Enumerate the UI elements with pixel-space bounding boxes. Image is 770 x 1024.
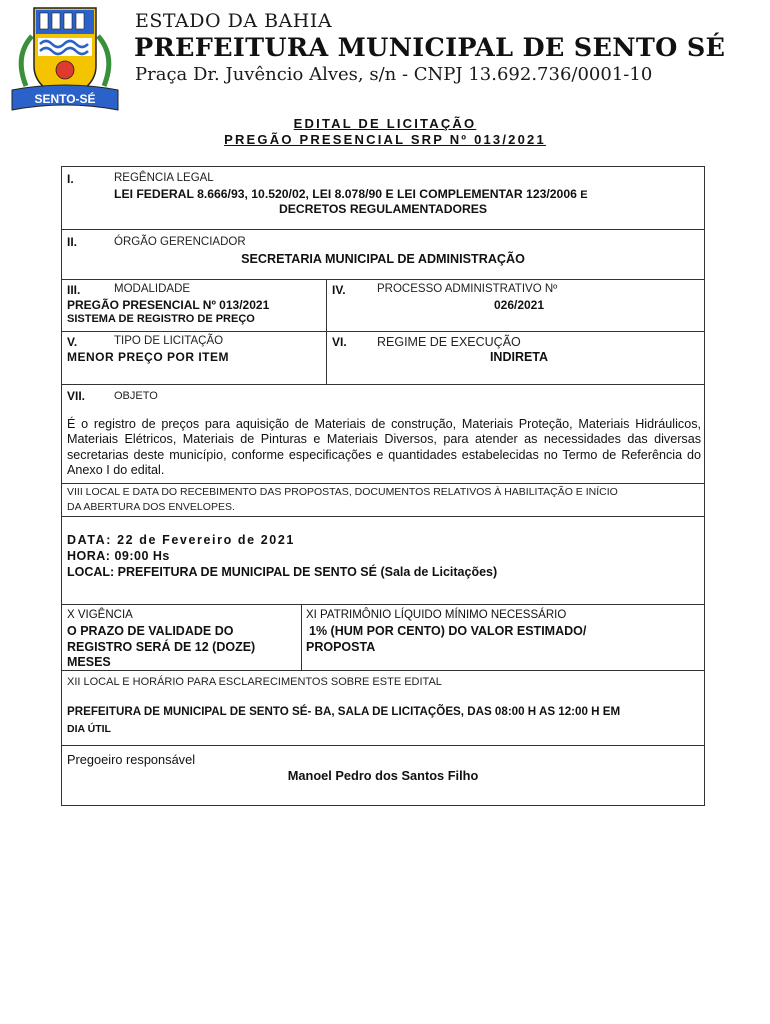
managing-body-value: SECRETARIA MUNICIPAL DE ADMINISTRAÇÃO bbox=[241, 252, 525, 266]
section-number: V. bbox=[67, 335, 78, 349]
execution-regime-value: INDIRETA bbox=[489, 350, 549, 364]
section-label: TIPO DE LICITAÇÃO bbox=[114, 335, 224, 347]
state-name: ESTADO DA BAHIA bbox=[135, 10, 333, 32]
section-managing-body bbox=[62, 229, 704, 279]
receipt-location: LOCAL: PREFEITURA DE MUNICIPAL DE SENTO SÉ (Sala de Licitações) bbox=[67, 565, 498, 579]
section-label: XI PATRIMÔNIO LÍQUIDO MÍNIMO NECESSÁRIO bbox=[306, 609, 567, 621]
section-label-line2: DA ABERTURA DOS ENVELOPES. bbox=[67, 501, 235, 513]
legal-basis-value: LEI FEDERAL 8.666/93, 10.520/02, LEI 8.078/90 E LEI COMPLEMENTAR 123/2006 bbox=[114, 187, 577, 201]
modality-value: PREGÃO PRESENCIAL Nº 013/2021 bbox=[67, 298, 270, 312]
section-auctioneer bbox=[62, 745, 704, 807]
modality-system: SISTEMA DE REGISTRO DE PREÇO bbox=[67, 313, 255, 325]
city-hall-address: Praça Dr. Juvêncio Alves, s/n - CNPJ 13.692.736/0001-10 bbox=[135, 64, 653, 85]
clarifications-value-line2: DIA ÚTIL bbox=[67, 723, 111, 735]
process-number-value: 026/2021 bbox=[493, 298, 545, 312]
legal-basis-value-line2: DECRETOS REGULAMENTADORES bbox=[278, 202, 488, 216]
svg-text:SENTO-SÉ: SENTO-SÉ bbox=[34, 92, 96, 106]
municipal-crest-logo bbox=[6, 6, 124, 114]
section-label: REGÊNCIA LEGAL bbox=[114, 172, 214, 184]
section-receipt-label bbox=[62, 483, 704, 516]
document-header bbox=[0, 0, 770, 118]
section-receipt-details bbox=[62, 516, 704, 604]
section-number: III. bbox=[67, 283, 81, 297]
section-label: XII LOCAL E HORÁRIO PARA ESCLARECIMENTOS SOBRE ESTE EDITAL bbox=[67, 676, 442, 688]
section-number: II. bbox=[67, 235, 78, 249]
auctioneer-name: Manoel Pedro dos Santos Filho bbox=[287, 768, 479, 783]
section-type-regime bbox=[62, 331, 704, 384]
clarifications-value: PREFEITURA DE MUNICIPAL DE SENTO SÉ- BA, SALA DE LICITAÇÕES, DAS 08:00 H AS 12:00 H EM bbox=[67, 705, 621, 718]
section-label: REGIME DE EXECUÇÃO bbox=[377, 335, 521, 349]
city-hall-name: PREFEITURA MUNICIPAL DE SENTO SÉ bbox=[134, 33, 726, 63]
section-number: IV. bbox=[332, 283, 346, 297]
document-subtitle: PREGÃO PRESENCIAL SRP Nº 013/2021 bbox=[224, 132, 546, 147]
section-validity-equity bbox=[62, 604, 704, 670]
receipt-time: HORA: 09:00 Hs bbox=[67, 549, 170, 563]
section-label: MODALIDADE bbox=[114, 283, 191, 295]
equity-value: 1% (HUM POR CENTO) DO VALOR ESTIMADO/ PROPOSTA bbox=[306, 624, 587, 654]
section-number: VII. bbox=[67, 389, 86, 403]
section-modality-process bbox=[62, 279, 704, 331]
section-object bbox=[62, 384, 704, 483]
validity-value: O PRAZO DE VALIDADE DO REGISTRO SERÁ DE 12 (DOZE) MESES bbox=[67, 624, 256, 669]
section-clarifications bbox=[62, 670, 704, 745]
object-description: É o registro de preços para aquisição de Materiais de construção, Materiais Proteção, Materiais Hidráulicos, Materiais Elétricos, Materiais de Pinturas e Materiais Diversos, para atender as necessidades das diversas secretarias deste município, conforme especificações e quantidades estabelecidas no Termo de Referência do Anexo I do edital. bbox=[67, 417, 701, 477]
bidding-type-value: MENOR PREÇO POR ITEM bbox=[67, 350, 230, 364]
receipt-date: DATA: 22 de Fevereiro de 2021 bbox=[67, 533, 295, 547]
section-legal-basis: I. REGÊNCIA LEGAL LEI FEDERAL 8.666/93, 10.520/02, LEI 8.078/90 E LEI COMPLEMENTAR 123/2006 E DECRETOS REGULAMENTADORES bbox=[62, 167, 704, 229]
section-number: I. bbox=[67, 172, 74, 186]
section-label: X VIGÊNCIA bbox=[67, 609, 133, 621]
section-label: ÓRGÃO GERENCIADOR bbox=[114, 236, 246, 248]
section-label: PROCESSO ADMINISTRATIVO Nº bbox=[377, 283, 558, 295]
edital-summary-table bbox=[61, 166, 705, 806]
document-title: EDITAL DE LICITAÇÃO bbox=[293, 116, 477, 131]
document-title-block bbox=[0, 116, 770, 148]
section-label: Pregoeiro responsável bbox=[67, 752, 196, 767]
section-label: VIII LOCAL E DATA DO RECEBIMENTO DAS PROPOSTAS, DOCUMENTOS RELATIVOS À HABILITAÇÃO E INÍCIO bbox=[67, 486, 618, 498]
section-label: OBJETO bbox=[114, 390, 158, 402]
section-number: VI. bbox=[332, 335, 347, 349]
